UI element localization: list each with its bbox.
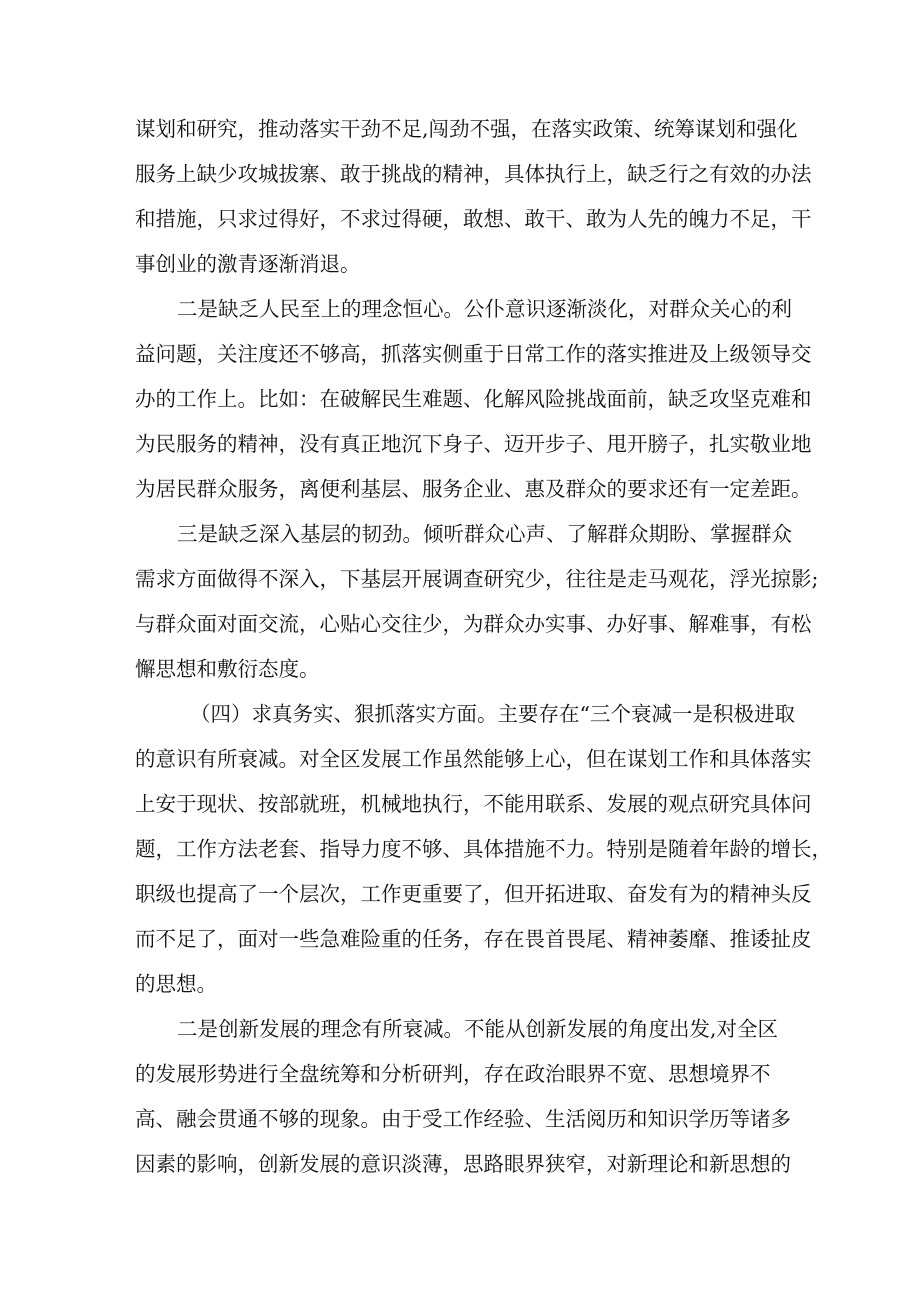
text-line: 因素的影响，创新发展的意识淡薄，思路眼界狭窄，对新理论和新思想的 (135, 1152, 791, 1176)
text-line: 的意识有所衰减。对全区发展工作虽然能够上心，但在谋划工作和具体落实 (135, 747, 812, 771)
text-line: 为民服务的精神，没有真正地沉下身子、迈开步子、甩开膀子，扎实敬业地 (135, 432, 812, 456)
text-line: 的思想。 (135, 972, 217, 996)
text-line: 为居民群众服务，离便利基层、服务企业、惠及群众的要求还有一定差距。 (135, 477, 812, 501)
text-line: 和措施，只求过得好，不求过得硬，敢想、敢干、敢为人先的魄力不足，干 (135, 207, 812, 231)
paragraph-first-line: 二是缺乏人民至上的理念恒心。公仆意识逐渐淡化，对群众关心的利 (177, 297, 792, 321)
text-line: 职级也提高了一个层次，工作更重要了，但开拓进取、奋发有为的精神头反 (135, 882, 812, 906)
section-heading-line: （四）求真务实、狠抓落实方面。主要存在“三个衰减一是积极进取 (190, 702, 795, 726)
paragraph-first-line: 二是创新发展的理念有所衰减。不能从创新发展的角度出发,对全区 (177, 1017, 779, 1041)
text-line: 高、融会贯通不够的现象。由于受工作经验、生活阅历和知识学历等诸多 (135, 1107, 791, 1131)
text-line: 需求方面做得不深入，下基层开展调查研究少，往往是走马观花，浮光掠影; (135, 567, 819, 591)
text-line: 事创业的激青逐渐消退。 (135, 252, 361, 276)
text-line: 谋划和研究，推动落实干劲不足,闯劲不强，在落实政策、统筹谋划和强化 (135, 117, 798, 141)
paragraph-first-line: 三是缺乏深入基层的韧劲。倾听群众心声、了解群众期盼、掌握群众 (177, 522, 792, 546)
text-line: 上安于现状、按部就班，机械地执行，不能用联系、发展的观点研究具体问 (135, 792, 812, 816)
text-line: 题，工作方法老套、指导力度不够、具体措施不力。特别是随着年龄的增长， (135, 837, 832, 861)
text-line: 而不足了，面对一些急难险重的任务，存在畏首畏尾、精神萎靡、推诿扯皮 (135, 927, 812, 951)
text-line: 益问题，关注度还不够高，抓落实侧重于日常工作的落实推进及上级领导交 (135, 342, 812, 366)
text-line: 与群众面对面交流，心贴心交往少，为群众办实事、办好事、解难事，有松 (135, 612, 812, 636)
text-line: 懈思想和敷衍态度。 (135, 657, 320, 681)
text-line: 办的工作上。比如：在破解民生难题、化解风险挑战面前，缺乏攻坚克难和 (135, 387, 812, 411)
text-line: 的发展形势进行全盘统筹和分析研判，存在政治眼界不宽、思想境界不 (135, 1062, 771, 1086)
text-line: 服务上缺少攻城拔寨、敢于挑战的精神，具体执行上，缺乏行之有效的办法 (135, 162, 812, 186)
